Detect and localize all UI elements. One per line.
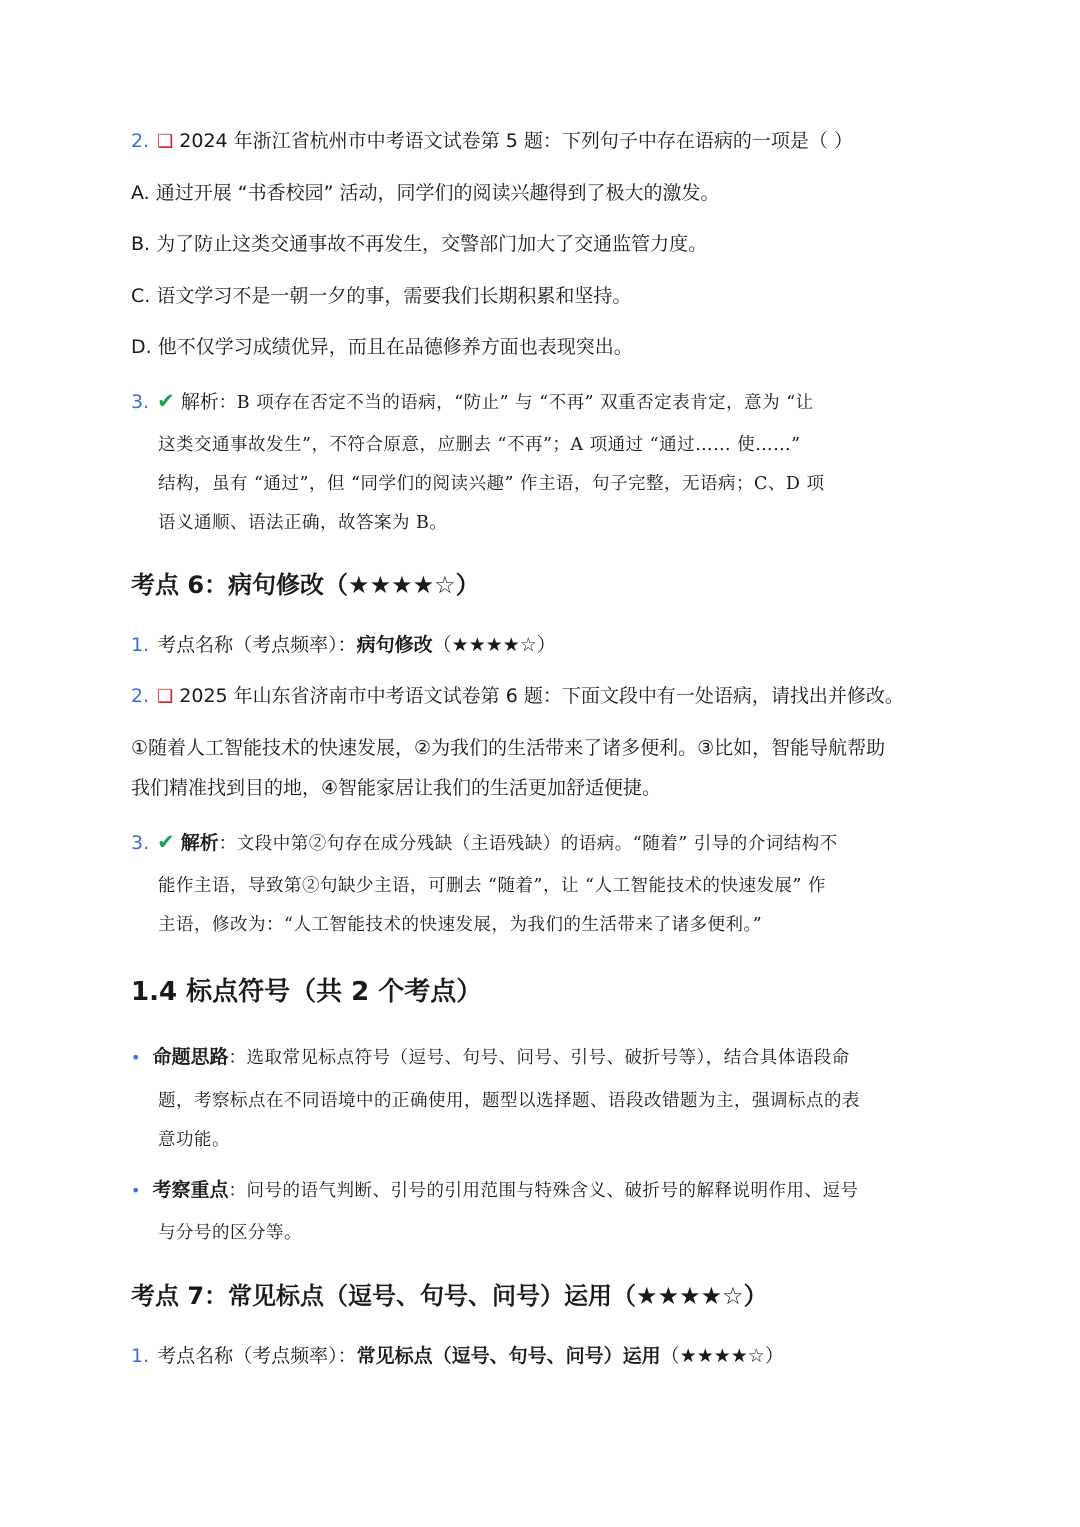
bullet-line-2: 题，考察标点在不同语境中的正确使用，题型以选择题、语段改错题为主，强调标点的表 — [158, 1091, 860, 1111]
list-number: 3. — [131, 391, 150, 413]
section-heading-kd6: 考点 6：病句修改（★★★★☆） — [131, 571, 480, 599]
list-number: 2. — [131, 130, 150, 152]
bullet-line-1 — [131, 1043, 850, 1072]
item-stars: （★★★★☆） — [660, 1345, 784, 1367]
item-name: 病句修改 — [356, 634, 433, 656]
analysis-line-3: 结构，虽有 “通过”，但 “同学们的阅读兴趣” 作主语，句子完整，无语病；C、D 项 — [158, 474, 825, 494]
item-prefix: 考点名称（考点频率）： — [157, 1345, 357, 1367]
item-stars: （★★★★☆） — [432, 634, 556, 656]
analysis-label: 解析 — [180, 832, 219, 854]
analysis-line-2: 这类交通事故发生”，不符合原意，应删去 “不再”；A 项通过 “通过…… 使……” — [158, 435, 801, 455]
section-heading-1-4: 1.4 标点符号（共 2 个考点） — [131, 977, 483, 1007]
list-number: 2. — [131, 685, 150, 707]
kd6-item-2 — [131, 682, 904, 711]
kd6-analysis-line-2: 能作主语，导致第②句缺少主语，可删去 “随着”，让 “人工智能技术的快速发展” 作 — [158, 876, 826, 896]
option-b: B. 为了防止这类交通事故不再发生，交警部门加大了交通监管力度。 — [131, 233, 708, 255]
bullet-text: ：问号的语气判断、引号的引用范围与特殊含义、破折号的解释说明作用、逗号 — [228, 1181, 859, 1201]
passage-line-2: 我们精准找到目的地，④智能家居让我们的生活更加舒适便捷。 — [131, 777, 662, 799]
bullet-line-4 — [131, 1176, 858, 1205]
checkbox-icon: ❑ — [157, 686, 174, 707]
list-number: 1. — [131, 634, 150, 656]
section-heading-kd7: 考点 7：常见标点（逗号、句号、问号）运用（★★★★☆） — [131, 1282, 768, 1310]
bullet-label: 命题思路 — [152, 1046, 229, 1068]
analysis-line-1 — [131, 387, 814, 417]
kd7-item-1 — [131, 1342, 784, 1370]
check-icon: ✔ — [157, 389, 175, 413]
passage-line-1: ①随着人工智能技术的快速发展，②为我们的生活带来了诸多便利。③比如，智能导航帮助 — [131, 737, 886, 759]
option-d: D. 他不仅学习成绩优异，而且在品德修养方面也表现突出。 — [131, 336, 633, 358]
question-text: 2025 年山东省济南市中考语文试卷第 6 题：下面文段中有一处语病，请找出并修改。 — [179, 685, 904, 707]
analysis-text: ：文段中第②句存在成分残缺（主语残缺）的语病。“随着” 引导的介词结构不 — [218, 834, 838, 854]
bullet-text: ：选取常见标点符号（逗号、句号、问号、引号、破折号等），结合具体语段命 — [228, 1048, 850, 1068]
kd6-item-1 — [131, 631, 556, 659]
item-prefix: 考点名称（考点频率）： — [157, 634, 357, 656]
bullet-icon: • — [131, 1181, 141, 1200]
question-text: 2024 年浙江省杭州市中考语文试卷第 5 题：下列句子中存在语病的一项是（ ） — [179, 130, 853, 152]
analysis-label: 解析 — [180, 391, 219, 413]
kd6-analysis-line-3: 主语，修改为：“人工智能技术的快速发展，为我们的生活带来了诸多便利。” — [158, 915, 763, 935]
check-icon: ✔ — [157, 830, 175, 854]
list-number: 3. — [131, 832, 150, 854]
analysis-text: ：B 项存在否定不当的语病，“防止” 与 “不再” 双重否定表肯定，意为 “让 — [218, 393, 814, 413]
bullet-label: 考察重点 — [152, 1179, 229, 1201]
list-number: 1. — [131, 1345, 150, 1367]
bullet-line-3: 意功能。 — [158, 1130, 230, 1150]
option-c: C. 语文学习不是一朝一夕的事，需要我们长期积累和坚持。 — [131, 285, 632, 307]
bullet-icon: • — [131, 1048, 141, 1067]
item-name: 常见标点（逗号、句号、问号）运用 — [356, 1345, 661, 1367]
kd6-analysis-line-1 — [131, 828, 838, 858]
question-2024-hangzhou — [131, 127, 853, 156]
analysis-line-4: 语义通顺、语法正确，故答案为 B。 — [158, 513, 448, 533]
option-a: A. 通过开展 “书香校园” 活动，同学们的阅读兴趣得到了极大的激发。 — [131, 182, 720, 204]
checkbox-icon: ❑ — [157, 131, 174, 152]
bullet-line-5: 与分号的区分等。 — [158, 1223, 302, 1243]
